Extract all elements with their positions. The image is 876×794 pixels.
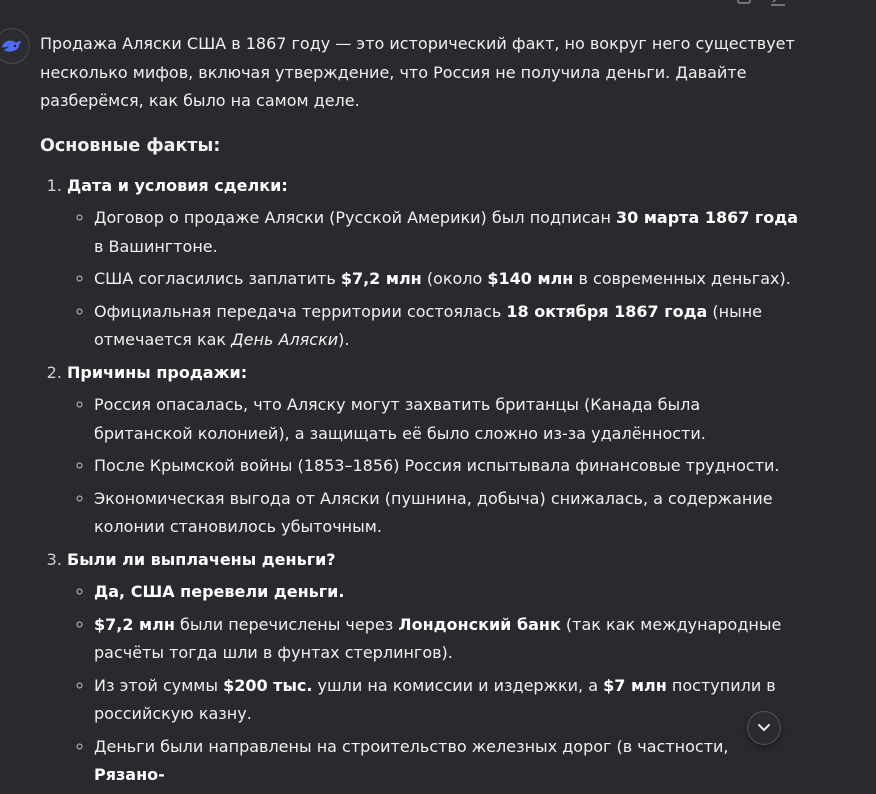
edit-icon[interactable] bbox=[769, 0, 787, 6]
sublist bbox=[67, 391, 800, 542]
facts-list bbox=[40, 172, 800, 790]
list-item: ◦ После Крымской войны (1853–1856) Россия испытывала финансовые трудности. bbox=[94, 452, 800, 481]
intro-paragraph: Продажа Аляски США в 1867 году — это исторический факт, но вокруг него существует несколько мифов, включая утверждение, что Россия не получила деньги. Давайте разберёмся, как было на самом деле. bbox=[40, 34, 795, 110]
section-title: Дата и условия сделки: bbox=[67, 175, 288, 195]
sublist bbox=[67, 204, 800, 355]
list-item: ◦ Из этой суммы $200 тыс. ушли на комиссии и издержки, а $7 млн поступили в российскую казну. bbox=[94, 672, 800, 729]
facts-heading: Основные факты: bbox=[40, 135, 221, 156]
chevron-down-icon bbox=[757, 723, 771, 733]
message-actions bbox=[735, 0, 787, 6]
list-item: ◦ США согласились заплатить $7,2 млн (около $140 млн в современных деньгах). bbox=[94, 265, 800, 294]
list-item bbox=[67, 546, 800, 790]
assistant-avatar bbox=[0, 28, 30, 64]
section-title: Причины продажи: bbox=[67, 362, 248, 382]
list-item: ◦ Официальная передача территории состоялась 18 октября 1867 года (ныне отмечается как День Аляски). bbox=[94, 298, 800, 355]
list-item: ◦ Да, США перевели деньги. bbox=[94, 578, 800, 607]
assistant-message bbox=[40, 30, 800, 794]
list-item: ◦ Россия опасалась, что Аляску могут захватить британцы (Канада была британской колонией), а защищать её было сложно из-за удалённости. bbox=[94, 391, 800, 448]
whale-logo-icon bbox=[0, 34, 24, 58]
list-item: ◦ Договор о продаже Аляски (Русской Америки) был подписан 30 марта 1867 года в Вашингтоне. bbox=[94, 204, 800, 261]
list-item bbox=[67, 172, 800, 355]
list-item: ◦ Деньги были направлены на строительство железных дорог (в частности, Рязано- bbox=[94, 733, 800, 790]
list-item: ◦ $7,2 млн были перечислены через Лондонский банк (так как международные расчёты тогда шли в фунтах стерлингов). bbox=[94, 611, 800, 668]
copy-icon[interactable] bbox=[735, 0, 753, 6]
list-item: ◦ Экономическая выгода от Аляски (пушнина, добыча) снижалась, а содержание колонии становилось убыточным. bbox=[94, 485, 800, 542]
list-item bbox=[67, 359, 800, 542]
section-title: Были ли выплачены деньги? bbox=[67, 549, 336, 569]
sublist bbox=[67, 578, 800, 790]
scroll-to-bottom-button[interactable] bbox=[747, 711, 781, 745]
